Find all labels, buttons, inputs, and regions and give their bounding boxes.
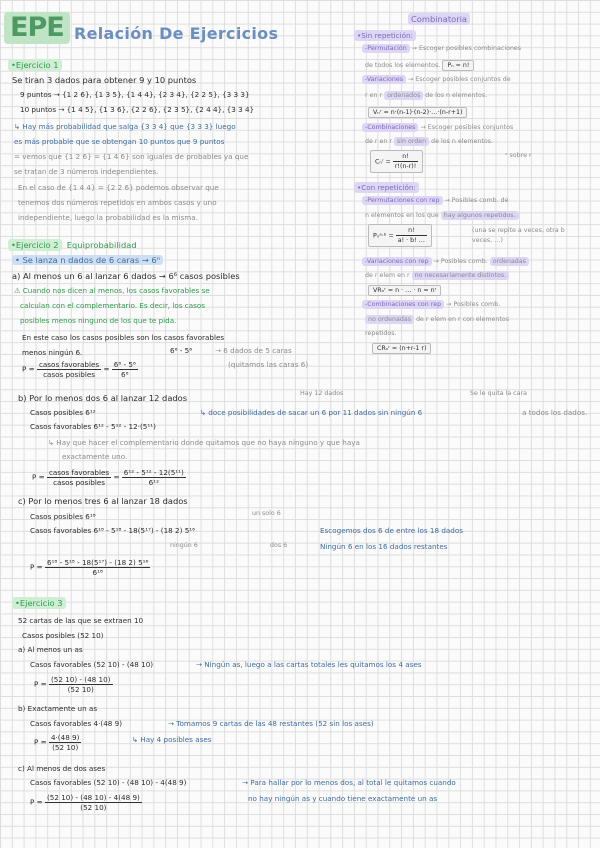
text-line: de r en r — [365, 138, 392, 145]
numerator: n! — [393, 152, 418, 162]
text-line: calculan con el complementario. Es decir, los casos — [20, 301, 206, 310]
variaciones-label: -Variaciones — [362, 75, 406, 84]
highlight: hay algunos repetidos. — [441, 211, 519, 220]
formula-e3a — [34, 675, 113, 694]
annotation: ningún 6 — [170, 542, 198, 549]
denominator: 6¹⁸ — [92, 568, 103, 577]
annotation: ↳ Hay 4 posibles ases — [132, 735, 212, 744]
text-line: 52 cartas de las que se extraen 10 — [18, 616, 144, 625]
denominator: 6¹² — [148, 478, 159, 487]
numerator: 6¹² - 5¹² - 12(5¹¹) — [123, 468, 184, 477]
annotation: no hay ningún as y cuando tiene exactamente un as — [248, 794, 438, 803]
text-line: ↳ Hay más probabilidad que salga {3 3 4} que {3 3 3} luego — [14, 122, 236, 131]
text-line: En el caso de {1 4 4} = {2 2 6} podemos observar que — [18, 183, 219, 192]
combinaciones-label: -Combinaciones — [362, 123, 418, 132]
formula: Pₙ = n! — [442, 60, 474, 71]
text-line: posibles menos ninguno de los que te pida. — [20, 316, 177, 325]
text-line: exactamente uno. — [62, 452, 128, 461]
text-line: r en r — [365, 92, 383, 99]
formula: CRₙʳ = (n+r-1 r) — [372, 343, 431, 354]
text-line: → Escoger posibles combinaciones — [411, 45, 522, 52]
numerator: 6¹⁸ - 5¹⁸ - 18(5¹⁷) - (18 2) 5¹⁶ — [46, 558, 149, 567]
exercise-2-subtitle: Equiprobabilidad — [66, 240, 137, 250]
permutacion-label: -Permutación — [362, 44, 410, 53]
text-line: 9 puntos → {1 2 6}, {1 3 5}, {1 4 4}, {2 3 4}, {2 2 5}, {3 3 3} — [20, 90, 250, 99]
annotation: a todos los dados. — [522, 408, 588, 417]
text-line: se tratan de 3 números independientes. — [14, 167, 159, 176]
text-line: • Se lanza n dados de 6 caras → 6ⁿ — [12, 255, 163, 265]
denominator: (52 10) — [52, 743, 79, 752]
text-line: c) Al menos de dos ases — [18, 764, 106, 773]
text-line: de r elem en r — [365, 272, 410, 279]
p-label: P = — [34, 679, 47, 689]
text-line: Cuando nos dicen al menos, los casos favorables se — [22, 286, 210, 295]
highlight: no ordenadas — [365, 315, 414, 324]
annotation: ↳ doce posibilidades de sacar un 6 por 11 dados sin ningún 6 — [200, 408, 423, 417]
text-line: Casos posibles (52 10) — [22, 631, 104, 640]
formula-e3c — [30, 793, 142, 812]
text-line: b) Por lo menos dos 6 al lanzar 12 dados — [18, 393, 188, 403]
text-line: b) Exactamente un as — [18, 704, 98, 713]
annotation: un solo 6 — [252, 510, 281, 517]
logo: EPE — [4, 12, 70, 44]
text-line: Casos favorables 6¹² - 5¹² - 12·(5¹¹) — [30, 422, 156, 431]
annotation: (quitamos las caras 6) — [228, 360, 309, 369]
annotation: dos 6 — [270, 542, 288, 549]
warning-line — [14, 286, 210, 295]
text-line: → Posibles comb. — [446, 301, 501, 308]
text-line: = vemos que {1 2 6} = {1 4 6} son iguales de probables ya que — [14, 152, 249, 161]
text-line: Casos favorables 4·(48 9) — [30, 719, 123, 728]
comb-rep-label: -Combinaciones con rep — [362, 300, 444, 309]
perm-rep-label: -Permutaciones con rep — [362, 196, 443, 205]
numerator: n! — [396, 226, 427, 236]
p-label: P = — [34, 737, 47, 747]
text-line: → Escoger posibles conjuntos — [420, 124, 514, 131]
denominator: (52 10) — [80, 803, 107, 812]
text-line: a) Al menos un 6 al lanzar 6 dados → 6⁶ casos posibles — [12, 271, 240, 281]
highlight: sin orden — [394, 137, 429, 146]
numerator: casos favorables — [38, 360, 100, 369]
denominator: (52 10) — [67, 685, 94, 694]
annotation: → Tomamos 9 cartas de las 48 restantes (52 sin los ases) — [168, 719, 374, 728]
p-label: P = — [22, 364, 35, 374]
annotation: Hay 12 dados — [300, 390, 344, 397]
text-line: menos ningún 6. — [22, 348, 83, 357]
annotation: (una se repite a veces, otra b veces, …) — [472, 227, 565, 244]
text-line: Casos posibles 6¹⁸ — [30, 512, 96, 521]
text-line: c) Por lo menos tres 6 al lanzar 18 dados — [18, 496, 188, 506]
denominator: 6⁶ — [121, 370, 129, 379]
text-line: Se tiran 3 dados para obtener 9 y 10 puntos — [12, 75, 197, 85]
formula: 6⁶ - 5⁶ — [170, 346, 193, 355]
text-line: independiente, luego la probabilidad es la misma. — [18, 213, 198, 222]
page-title: Relación De Ejercicios — [74, 24, 279, 43]
denominator: casos posibles — [43, 370, 96, 379]
text-line: Casos favorables (52 10) - (48 10) - 4(48 9) — [30, 778, 187, 787]
formula-pa: P = $\frac{\text{casos favorables}}{\text{casos posibles}}$ = $\frac{\text{6⁶ - 5⁶}}{\text{6⁶}}$ — [22, 360, 136, 379]
highlight: ordenadas — [490, 257, 529, 266]
text-line: tenemos dos números repetidos en ambos casos y uno — [18, 198, 217, 207]
annotation: → 6 dados de 5 caras — [215, 346, 292, 355]
annotation: Ningún 6 en los 16 dados restantes — [320, 542, 448, 551]
text-line: n elementos en los que — [365, 212, 439, 219]
text-line: ↳ Hay que hacer el complementario donde quitamos que no haya ninguno y que haya — [48, 438, 360, 447]
numerator: 6⁶ - 5⁶ — [113, 360, 136, 369]
formula: Cₙʳ = — [375, 158, 391, 166]
text-line: Casos posibles 6¹² — [30, 408, 96, 417]
text-line: En este caso los casos posibles son los casos favorables — [22, 333, 225, 342]
text-line: de los n elementos. — [431, 138, 494, 145]
annotation: → Para hallar por lo menos dos, al total le quitamos cuando — [242, 778, 456, 787]
numerator: (52 10) - (48 10) — [50, 675, 111, 684]
formula-pc — [30, 558, 150, 577]
text-line: es más probable que se obtengan 10 puntos que 9 puntos — [14, 137, 225, 146]
formula-perm-rep — [368, 224, 432, 247]
p-label: P = — [32, 472, 45, 482]
denominator: r!(n-r)! — [394, 163, 417, 170]
annotation: → Ningún as, luego a las cartas totales les quitamos los 4 ases — [196, 660, 422, 669]
annotation: Escogemos dos 6 de entre los 18 dados — [320, 526, 463, 535]
numerator: (52 10) - (48 10) - 4(48 9) — [46, 793, 140, 802]
formula: Pₙᵃ·ᵇ = — [373, 232, 394, 240]
numerator: casos favorables — [48, 468, 110, 477]
var-rep-label: -Variaciones con rep — [362, 257, 432, 266]
highlight: ordenados — [384, 91, 423, 100]
annotation: ⁿ sobre r — [505, 152, 532, 159]
denominator: casos posibles — [53, 478, 106, 487]
sin-repeticion-heading: •Sin repetición: — [354, 30, 416, 41]
highlight: no necesariamente distintos. — [412, 271, 510, 280]
numerator: 4·(48 9) — [50, 733, 80, 742]
p-label: P = — [30, 797, 43, 807]
exercise-1-title: •Ejercicio 1 — [8, 59, 62, 71]
text-line: de todos los elementos. — [365, 62, 441, 69]
text-line: de r elem en r con elementos — [416, 316, 510, 323]
exercise-2-title: •Ejercicio 2 — [8, 239, 62, 251]
formula-e3b — [34, 733, 81, 752]
text-line: repetidos. — [365, 330, 397, 337]
text-line: de los n elementos. — [425, 92, 488, 99]
formula-pb: P = $\frac{\text{casos favorables}}{\text{casos posibles}}$ = $\frac{\text{6¹² - 5¹² - 12(5¹¹)}}{\text{6¹²}}$ — [32, 468, 184, 487]
text-line: a) Al menos un as — [18, 645, 83, 654]
exercise-3-title: •Ejercicio 3 — [12, 597, 66, 609]
text-line: Casos favorables (52 10) - (48 10) — [30, 660, 154, 669]
p-label: P = — [30, 562, 43, 572]
text-line: 10 puntos → {1 4 5}, {1 3 6}, {2 2 6}, {2 3 5}, {2 4 4}, {3 3 4} — [20, 105, 255, 114]
warning-icon: ⚠ — [14, 286, 21, 295]
combinatoria-title: Combinatoria — [408, 13, 470, 25]
formula: VRₙʳ = n · … · n = nʳ — [368, 285, 441, 296]
text-line: → Posibles comb. de — [444, 197, 509, 204]
denominator: a! · b! … — [397, 237, 425, 244]
formula-combinaciones — [370, 150, 423, 173]
con-repeticion-heading: •Con repetición: — [354, 182, 419, 193]
annotation: Se le quita la cara — [470, 390, 527, 397]
text-line: → Posibles comb. — [433, 258, 488, 265]
text-line: Casos favorables 6¹⁸ - 5¹⁸ - 18(5¹⁷) - (18 2) 5¹⁶ — [30, 526, 196, 535]
text-line: → Escoger posibles conjuntos de — [408, 76, 511, 83]
formula: Vₙʳ = n·(n-1)·(n-2)·…·(n-r+1) — [368, 107, 467, 118]
